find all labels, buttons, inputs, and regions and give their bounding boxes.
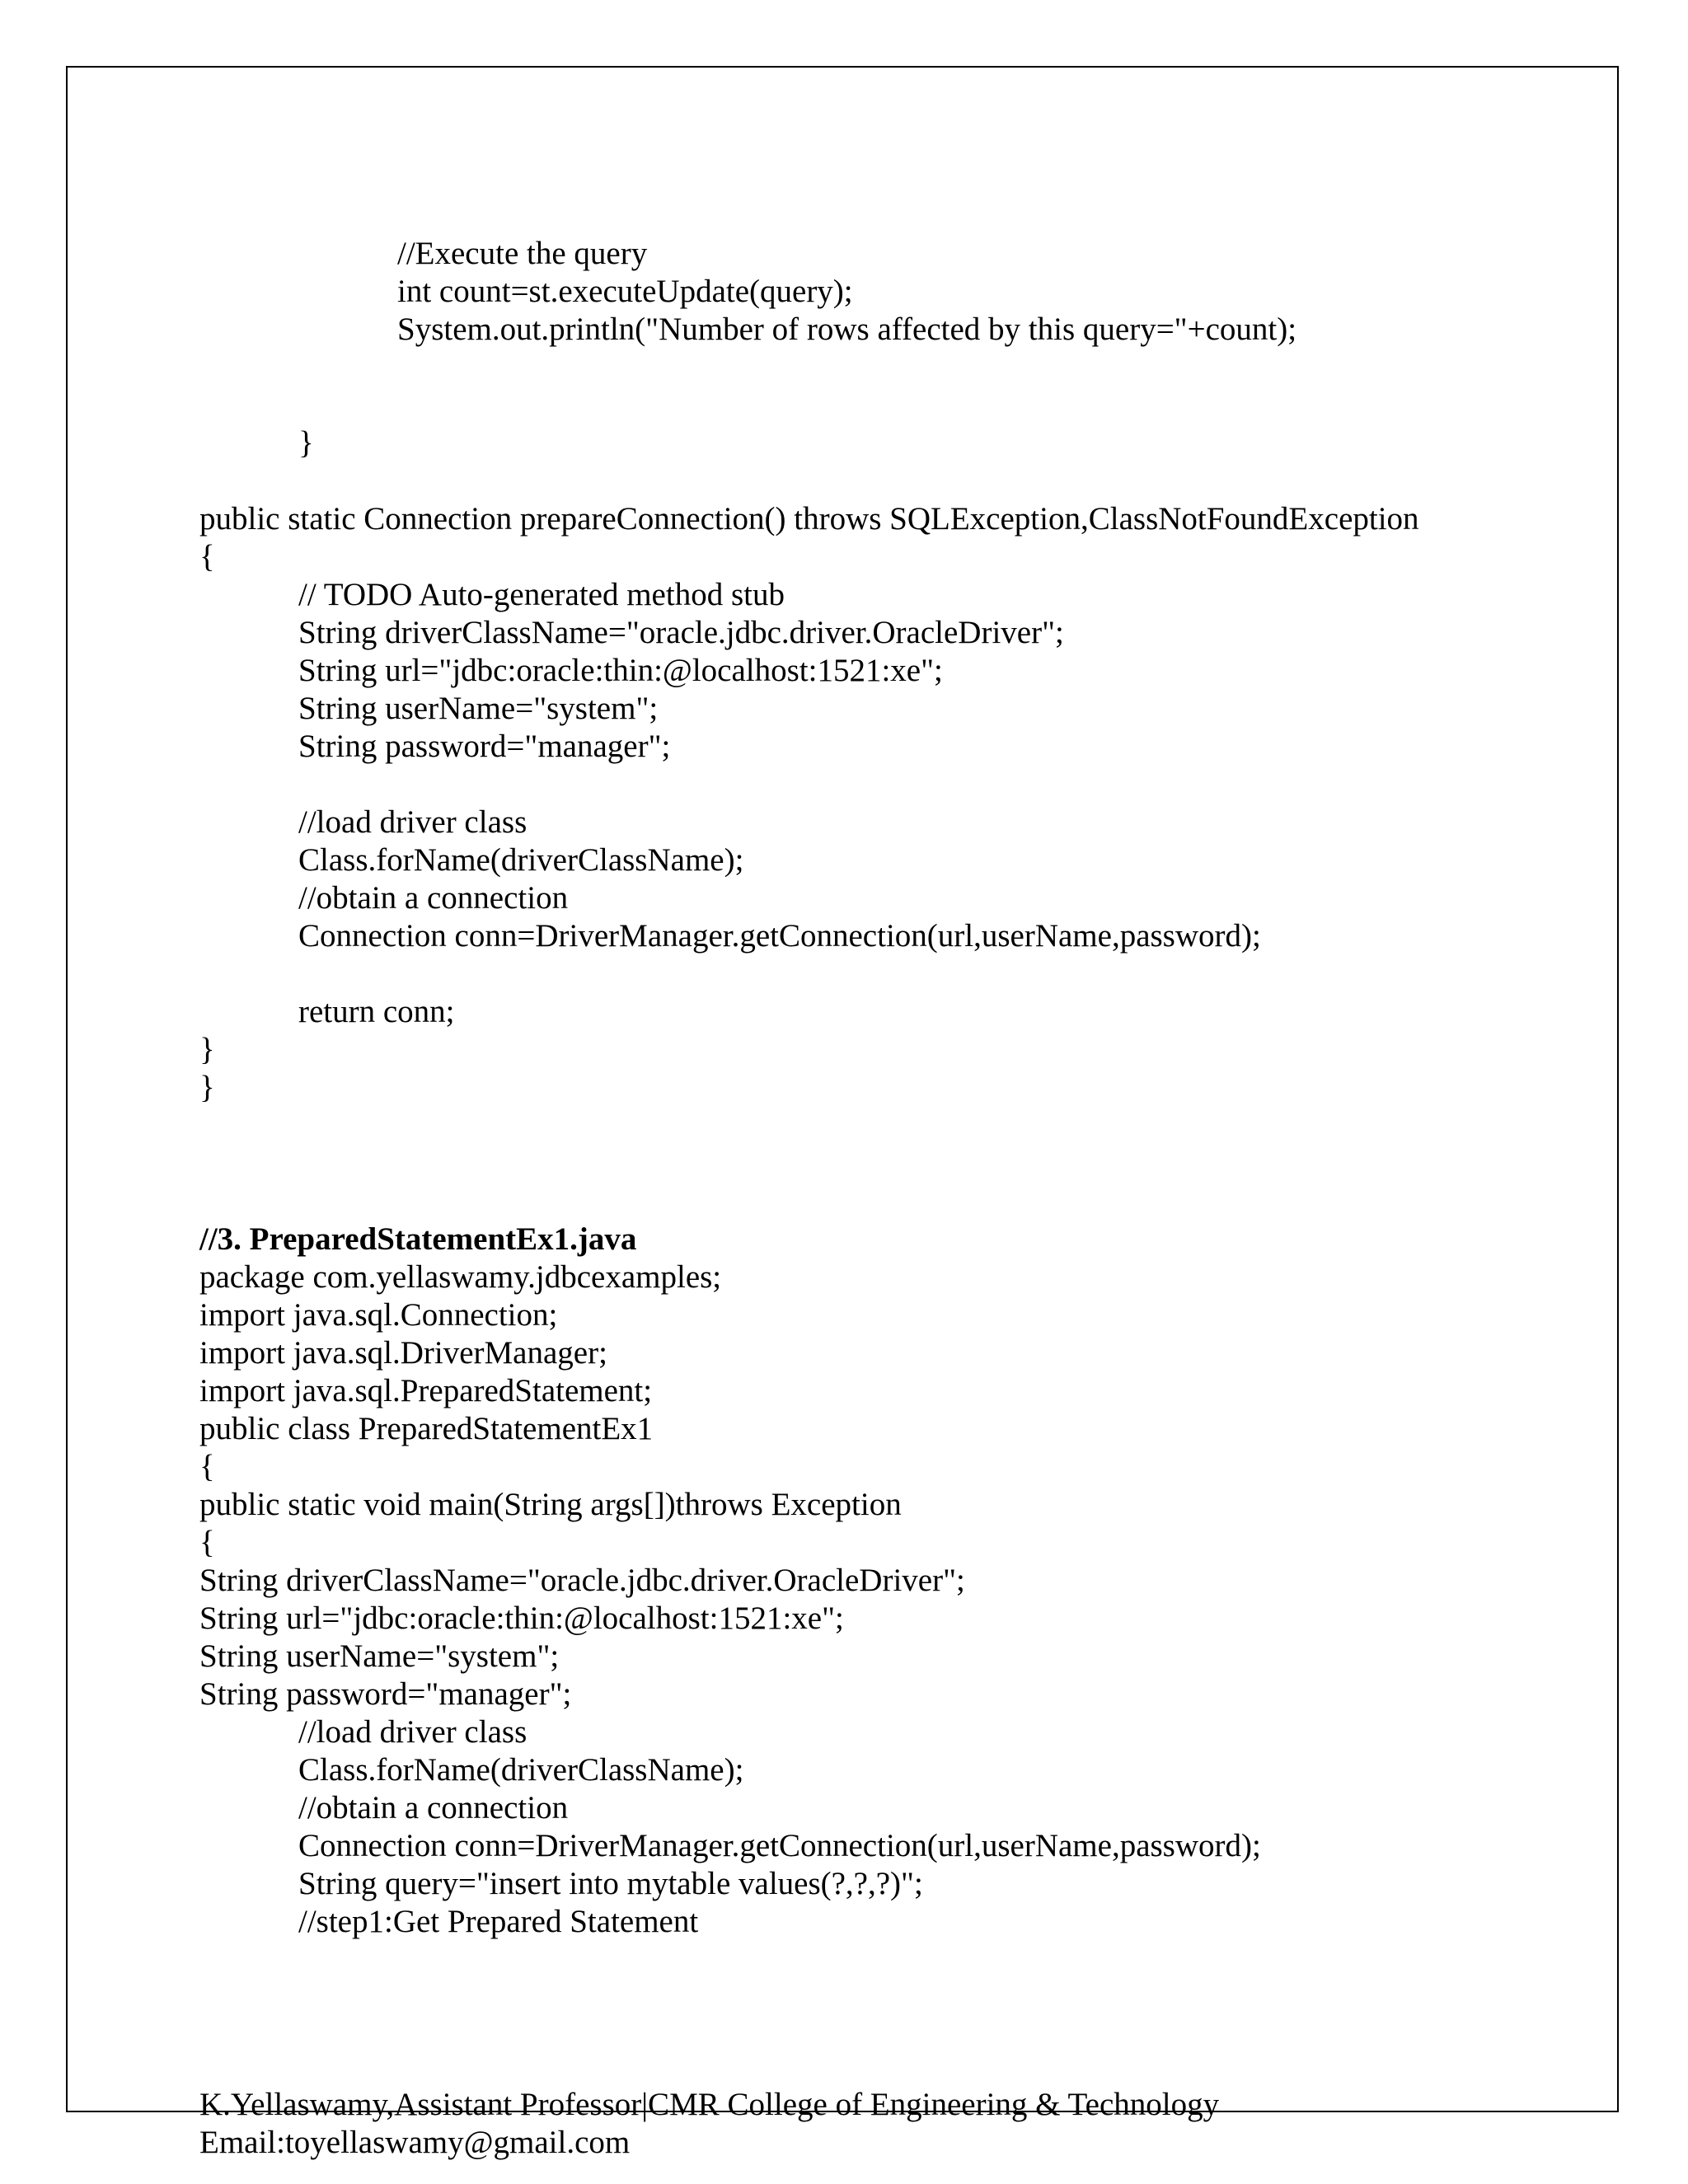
code-line: String userName="system";: [199, 1638, 560, 1674]
footer-email: Email:toyellaswamy@gmail.com: [199, 2125, 631, 2160]
code-line: //obtain a connection: [298, 880, 569, 916]
code-line: //Execute the query: [397, 236, 648, 271]
code-line: public static void main(String args[])throws Exception: [199, 1487, 902, 1522]
code-line: String query="insert into mytable values(?,?,?)";: [298, 1866, 923, 1901]
code-line: import java.sql.Connection;: [199, 1297, 558, 1333]
code-line: //load driver class: [298, 1714, 528, 1750]
code-line: Connection conn=DriverManager.getConnection(url,userName,password);: [298, 1828, 1261, 1863]
code-line: //obtain a connection: [298, 1790, 569, 1825]
code-line: }: [199, 1070, 215, 1105]
footer-author: K.Yellaswamy,Assistant Professor|CMR College of Engineering & Technology: [199, 2087, 1220, 2122]
code-line: {: [199, 539, 215, 574]
code-line: String password="manager";: [298, 729, 671, 764]
code-line: public class PreparedStatementEx1: [199, 1411, 654, 1446]
code-line: import java.sql.PreparedStatement;: [199, 1373, 653, 1408]
code-line: return conn;: [298, 994, 455, 1029]
code-line: String url="jdbc:oracle:thin:@localhost:1521:xe";: [199, 1601, 844, 1636]
code-line: int count=st.executeUpdate(query);: [397, 274, 853, 309]
code-line: import java.sql.DriverManager;: [199, 1335, 607, 1371]
code-line: String userName="system";: [298, 691, 659, 726]
code-line: Class.forName(driverClassName);: [298, 842, 744, 878]
code-line: {: [199, 1449, 215, 1484]
code-line: String url="jdbc:oracle:thin:@localhost:1521:xe";: [298, 653, 943, 688]
code-line: //load driver class: [298, 804, 528, 840]
code-line: Connection conn=DriverManager.getConnection(url,userName,password);: [298, 918, 1261, 954]
code-line: String driverClassName="oracle.jdbc.driver.OracleDriver";: [199, 1563, 965, 1598]
code-line: }: [298, 425, 314, 461]
code-line: String password="manager";: [199, 1676, 572, 1712]
code-line: public static Connection prepareConnection() throws SQLException,ClassNotFoundException: [199, 501, 1419, 537]
code-line: package com.yellaswamy.jdbcexamples;: [199, 1259, 722, 1295]
code-line: String driverClassName="oracle.jdbc.driver.OracleDriver";: [298, 615, 1064, 650]
code-line: // TODO Auto-generated method stub: [298, 577, 785, 612]
code-line: //step1:Get Prepared Statement: [298, 1904, 699, 1939]
code-line: System.out.println("Number of rows affected by this query="+count);: [397, 312, 1297, 347]
code-line: {: [199, 1525, 215, 1560]
section-heading: //3. PreparedStatementEx1.java: [199, 1221, 637, 1257]
code-line: Class.forName(driverClassName);: [298, 1752, 744, 1788]
code-line: }: [199, 1032, 215, 1067]
